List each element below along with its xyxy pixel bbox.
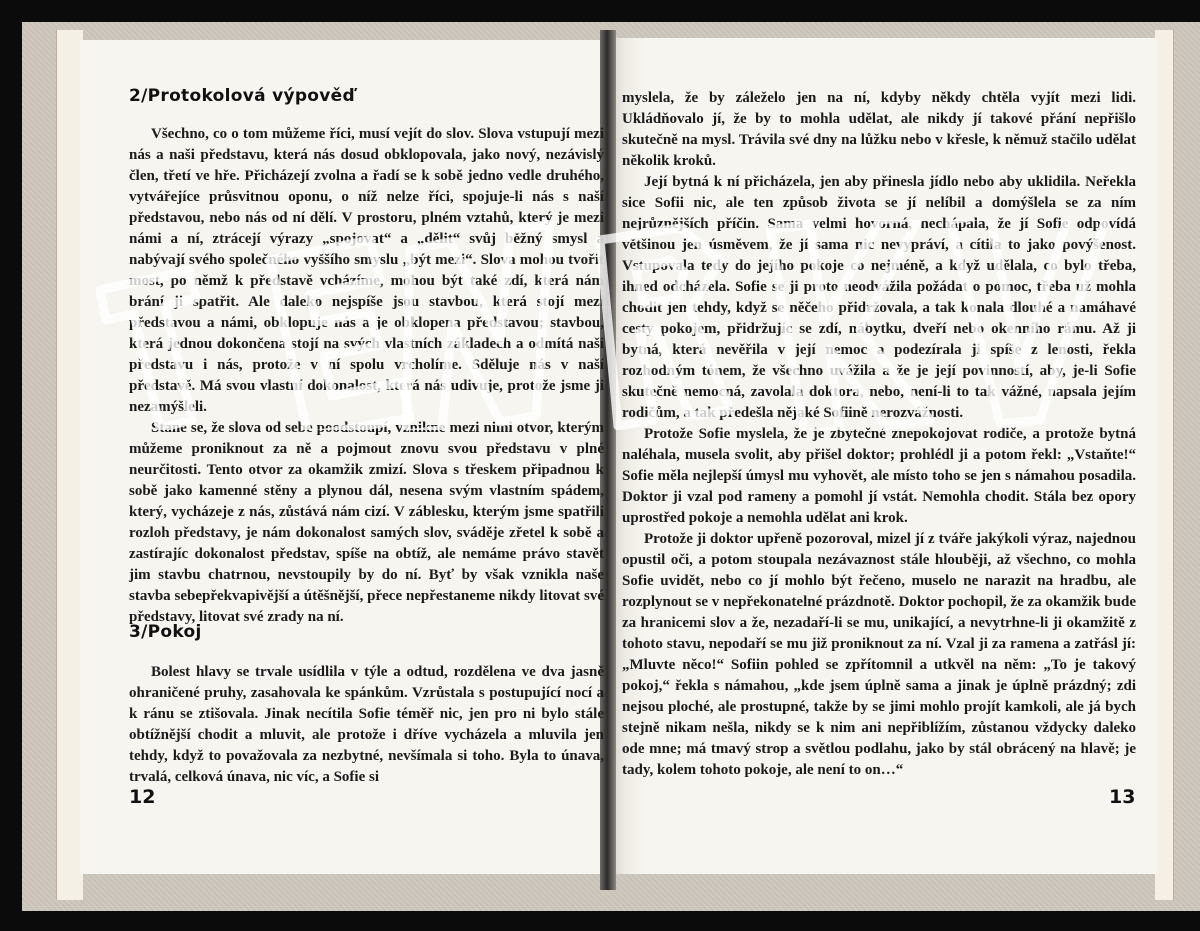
right-page-text (622, 88, 1136, 781)
paragraph: myslela, že by záleželo jen na ní, kdyby někdy chtěla vyjít mezi lidi. Ukládňovalo jí, že by to mohla udělat, ale nikdy jí takové přání nepřišlo skutečně na mysl. Trávila své dny na lůžku nebo v křesle, k němuž stačilo udělat několik kroků. (622, 90, 1136, 169)
page-edges-right (1155, 30, 1174, 900)
page-number-left: 12 (129, 786, 156, 808)
page-number-right: 13 (1109, 786, 1136, 808)
paragraph: Protože ji doktor upřeně pozoroval, mizel jí z tváře jakýkoli výraz, najednou opustil oči, a potom stoupala nezávaznost stále hlouběji, až všechno, co mohla Sofie uvidět, nebo co jí mohlo být řečeno, muselo ne narazit na hradbu, ale rozplynout se v nepřekonatelné prázdnotě. Doktor pochopil, že za okamžik bude za hranicemi slov a že, nezadaří-li se mu, unikající, a nevytrhne-li ji okamžitě z tohoto stavu, nepodaří se mu již proniknout za ní. Vzal ji za ramena a zatřásl jí: „Mluvte něco!“ Sofiin pohled se zpřítomnil a utkvěl na něm: „To je takový pokoj,“ řekla s námahou, „kde jsem úplně sama a jinak je úplně prázdný; zdi nejsou ploché, ale prostupné, takže by se jimi mohlo projít kamkoli, ale já bych stejně nikam nešla, nikdy se k nim ani nepřiblížím, zůstanou vždycky daleko ode mne; má tmavý strop a světlou podlahu, jako by stál obrácený na hlavě; je tady, kolem tohoto pokoje, ale není to on…“ (622, 531, 1136, 778)
section-heading-protokolova-vypoved: 2/Protokolová výpověď (129, 86, 355, 106)
section-protokolova-vypoved-text (129, 124, 604, 628)
page-edges-left (56, 30, 83, 900)
paragraph: Bolest hlavy se trvale usídlila v týle a odtud, rozdělena ve dva jasně ohraničené pruhy, zasahovala ke spánkům. Vzrůstala s postupující nocí a k ránu se ztišovala. Jinak necítila Sofie téměř nic, jen pro ni bylo stále obtížnější chodit a mluvit, ale protože i dříve vycházela a mluvila jen tehdy, když to považovala za nezbytné, nevšímala si toho. Byla to únava, trvalá, celková únava, nic víc, a Sofie si (129, 664, 604, 785)
section-heading-pokoj: 3/Pokoj (129, 622, 202, 642)
paragraph: Protože Sofie myslela, že je zbytečné znepokojovat rodiče, a protože bytná naléhala, musela svolit, aby přišel doktor; prohlédl ji a potom řekl: „Vstaňte!“ Sofie měla nejlepší úmysl mu vyhovět, ale místo toho se jen s námahou posadila. Doktor ji vzal pod rameny a pomohl jí vstát. Nemohla chodit. Stála bez opory uprostřed pokoje a nemohla udělat ani krok. (622, 426, 1136, 526)
section-pokoj-text (129, 662, 604, 788)
paragraph: Její bytná k ní přicházela, jen aby přinesla jídlo nebo aby uklidila. Neřekla sice Sofii nic, ale ten způsob života se jí nelíbil a domýšlela se za ním nejrůznějších příčin. Sama velmi hovorná, nechápala, že jí Sofie odpovídá většinou jen úsměvem, že jí sama nic nevypráví, a cítila to jako povýšenost. Vstupovala tedy do jejího pokoje co nejméně, a když udělala, co bylo třeba, ihned odcházela. Sofie se ji proto neodvážila požádat o pomoc, třeba už mohla chodit jen tehdy, když se něčeho přidržovala, a tak konala dlouhé a namáhavé cesty pokojem, přidržujíc se zdí, nábytku, dveří nebo okenního rámu. Až ji bytná, která nevěřila v její nemoc a podezírala ji spíše z lenosti, řekla rozhodným tónem, že všechno uvážila a že je její povinností, aby, je-li Sofie skutečně nemocná, zavolala doktora, nebo, není-li to tak vážné, napsala jejím rodičům, a tak předešla nějaké Sofiině nerozvážnosti. (622, 174, 1136, 421)
paragraph: Všechno, co o tom můžeme říci, musí vejít do slov. Slova vstupují mezi nás a naši představu, která nás dosud obklopovala, jako nový, nezávislý člen, třetí ve hře. Přicházejí zvolna a řadí se k sobě jedno vedle druhého, vytvářejíce průsvitnou oponu, o níž nelze říci, spojuje-li nás s naší představou, nebo nás od ní dělí. V prostoru, plném vztahů, který je mezi námi a ní, ztrácejí výrazy „spojovat“ a „dělit“ svůj běžný smysl a nabývají svého společného vyššího smyslu „být mezi“. Slova mohou tvořit most, po němž k představě vcházíme, mohou být také zdí, která nám brání ji spatřit. Ale daleko nejspíše jsou stavbou, která stojí mezi představou a námi, obklopuje nás a je obklopena představou; stavbou, která jednou dokončena stojí na svých vlastních základech a odmítá naši představu i nás, protože v ní spolu vrcholíme. Sděluje nás v naší představě. Má svou vlastní dokonalost, která nás udivuje, protože jsme ji nezamýšleli. (129, 126, 604, 415)
paragraph: Stane se, že slova od sebe poodstoupí, vznikne mezi nimi otvor, kterým můžeme proniknout za ně a pojmout znovu svou představu v plné neurčitosti. Tento otvor za okamžik zmizí. Slova s třeskem připadnou k sobě jako kamenné stěny a plynou dál, nesena svým vlastním spádem, který, vycházeje z nás, zůstává nám cizí. V záblesku, kterým jsme spatřili rozloh představy, je nám dokonalost samých slov, sváděje zřetel k sobě a zastírajíc dokonalost představ, spíše na obtíž, ale nemáme právo stavět jim stavbu chatrnou, nevstoupily by do ní. Byť by však vznikla naše stavba sebepřekvapivější a útěšnější, přece nepřestaneme nikdy litovat své představy, litovat své zrady na ní. (129, 420, 604, 625)
